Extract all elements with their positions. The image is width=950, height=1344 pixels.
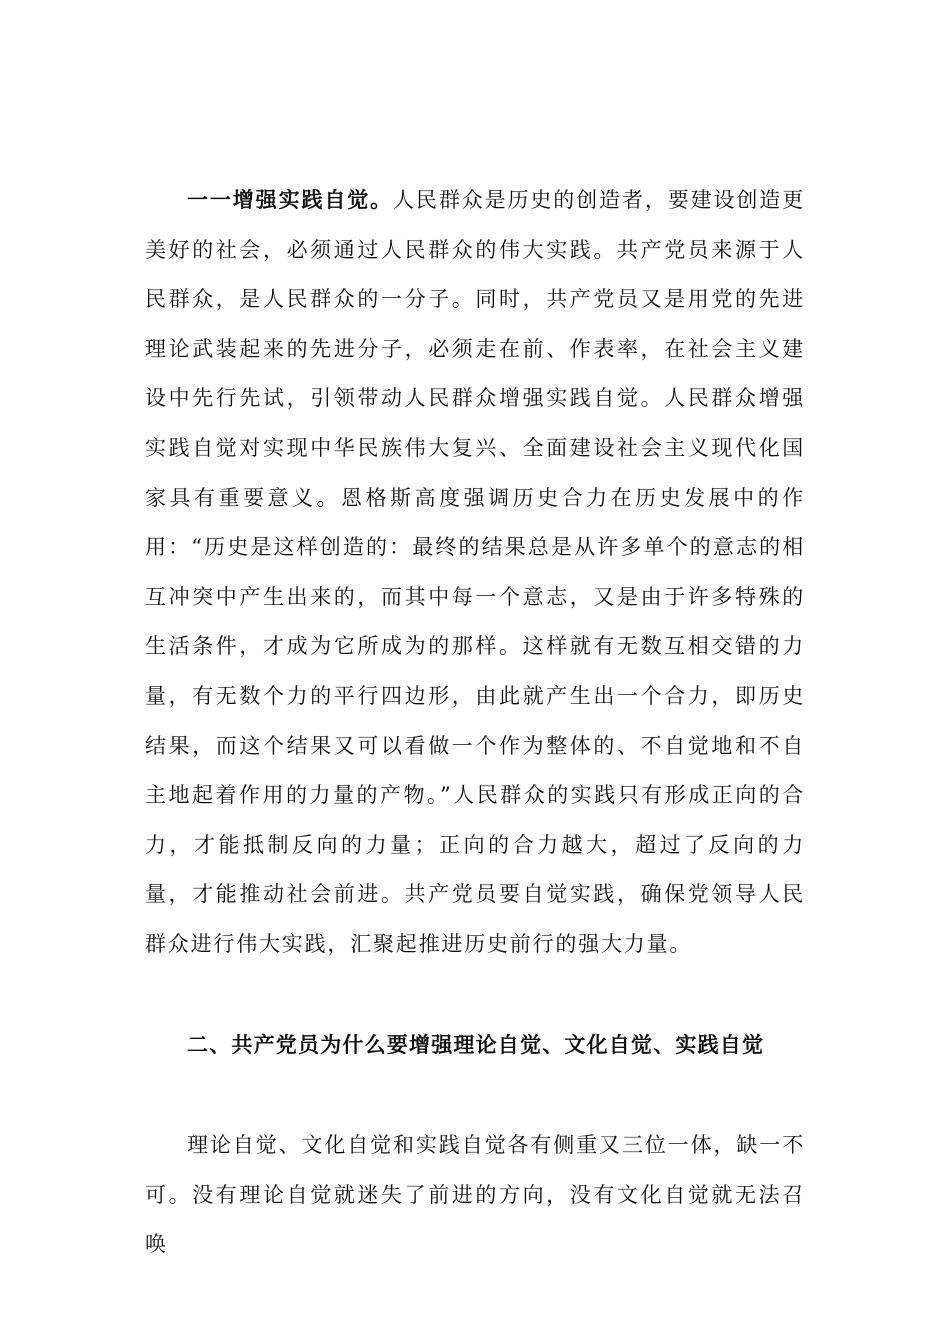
paragraph-body-text: 人民群众是历史的创造者，要建设创造更美好的社会，必须通过人民群众的伟大实践。共产党员来源于人民群众，是人民群众的一分子。同时，共产党员又是用党的先进理论武装起来的先进分子，必须走在前、作表率，在社会主义建设中先行先试，引领带动人民群众增强实践自觉。人民群众增强实践自觉对实现中华民族伟大复兴、全面建设社会主义现代化国家具有重要意义。恩格斯高度强调历史合力在历史发展中的作用：“历史是这样创造的：最终的结果总是从许多单个的意志的相互冲突中产生出来的，而其中每一个意志，又是由于许多特殊的生活条件，才成为它所成为的那样。这样就有无数互相交错的力量，有无数个力的平行四边形，由此就产生出一个合力，即历史结果，而这个结果又可以看做一个作为整体的、不自觉地和不自主地起着作用的力量的产物。”人民群众的实践只有形成正向的合力，才能抵制反向的力量；正向的合力越大，超过了反向的力量，才能推动社会前进。共产党员要自觉实践，确保党领导人民群众进行伟大实践，汇聚起推进历史前行的强大力量。 [145,188,805,956]
paragraph-three-in-one [145,1121,805,1270]
section-heading: 二、共产党员为什么要增强理论自觉、文化自觉、实践自觉 [187,1032,765,1057]
paragraph-practice-consciousness [145,175,805,970]
paragraph-body-text: 理论自觉、文化自觉和实践自觉各有侧重又三位一体，缺一不可。没有理论自觉就迷失了前进的方向，没有文化自觉就无法召唤 [145,1133,805,1257]
paragraph-lead-title: 一一增强实践自觉。 [187,187,394,212]
